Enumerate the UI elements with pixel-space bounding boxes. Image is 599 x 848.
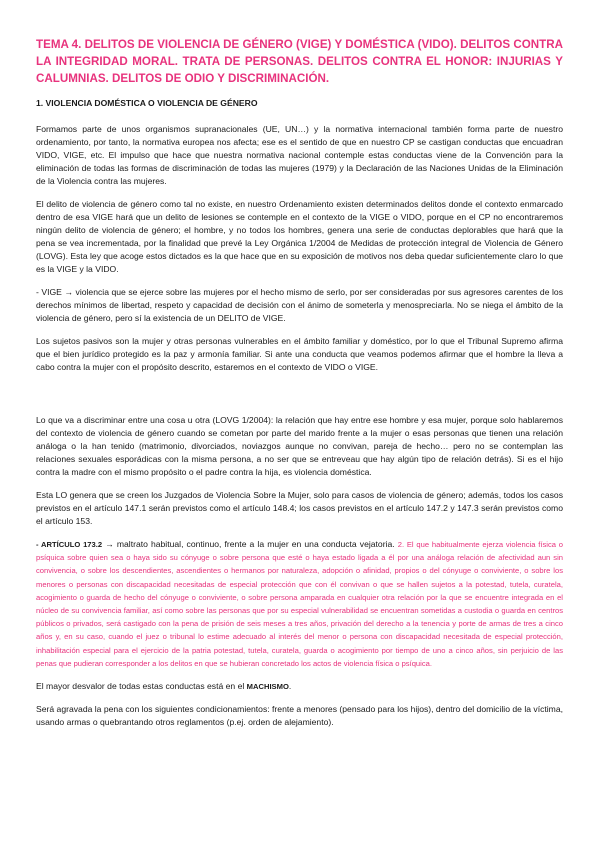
paragraph-juzgados: Esta LO genera que se creen los Juzgados de Violencia Sobre la Mujer, solo para casos de violencia de género; además, todos los casos previstos en el artículo 147.1 serán previstos como el artículo 148.4; los casos previstos en el artículo 147.2 y 147.3 serán previstos como el artículo 153. <box>36 490 563 526</box>
page-title: TEMA 4. DELITOS DE VIOLENCIA DE GÉNERO (VIGE) Y DOMÉSTICA (VIDO). DELITOS CONTRA LA INTEGRIDAD MORAL. TRATA DE PERSONAS. DELITOS CONTRA EL HONOR: INJURIAS Y CALUMNIAS. DELITOS DE ODIO Y DISCRIMINACIÓN. <box>36 38 563 85</box>
machismo-text: El mayor desvalor de todas estas conductas está en el <box>36 681 247 692</box>
section-heading: 1. VIOLENCIA DOMÉSTICA O VIOLENCIA DE GÉNERO <box>36 98 258 108</box>
paragraph-vige-definition-context: El delito de violencia de género como tal no existe, en nuestro Ordenamiento existen determinados delitos donde el contexto enmarcado dentro de esa VIGE hará que un delito de lesiones se contemple en el contexto de la VIGE o VIDO, porque en el CP no encontraremos ningún delito de violencia de género; el hombre, y no todos los hombres, genera una serie de conductas deplorables que hará que la pena se vea incrementada, por la finalidad que prevé la Ley Orgánica 1/2004 de Medidas de protección integral de Violencia de Género (LOVG). Esta ley que acoge estos dictados es la que hace que en su exposición de motivos nos deba quedar suficientemente claro lo que es la VIGE y la VIDO. <box>36 199 563 274</box>
paragraph-aggravation: Será agravada la pena con los siguientes condicionamientos: frente a menores (pensado para los hijos), dentro del domicilio de la víctima, usando armas o quebrantando otros reglamentos (p.ej. orden de alejamiento). <box>36 704 563 728</box>
article-label: - ARTÍCULO 173.2 <box>36 540 103 549</box>
article-legal-text: 2. El que habitualmente ejerza violencia física o psíquica sobre quien sea o haya sido su cónyuge o sobre persona que esté o haya estado ligada a él por una análoga relación de afectividad aun sin convivencia, o sobre los descendientes, ascendientes o hermanos por naturaleza, adopción o afinidad, propios o del cónyuge o conviviente, o sobre los menores o personas con discapacidad necesitadas de especial protección que con él convivan o que se hallen sujetos a la potestad, tutela, curatela, acogimiento o guarda de hecho del cónyuge o conviviente, o sobre persona amparada en cualquier otra relación por la que se encuentre integrada en el núcleo de su convivencia familiar, así como sobre las personas que por su especial vulnerabilidad se encuentran sometidas a custodia o guarda en centros públicos o privados, será castigado con la pena de prisión de seis meses a tres años, privación del derecho a la tenencia y porte de armas de tres a cinco años y, en su caso, cuando el juez o tribunal lo estime adecuado al interés del menor o persona con discapacidad necesitada de especial protección, inhabilitación especial para el ejercicio de la patria potestad, tutela, curatela, guarda o acogimiento por tiempo de uno a cinco años, sin perjuicio de las penas que pudieran corresponder a los delitos en que se hubieran concretado los actos de violencia física o psíquica. <box>36 540 563 668</box>
machismo-end: . <box>288 681 292 692</box>
paragraph-machismo <box>36 680 563 693</box>
paragraph-discrimination-criteria: Lo que va a discriminar entre una cosa u otra (LOVG 1/2004): la relación que hay entre ese hombre y esa mujer, porque solo hablaremos del contexto de violencia de género cuando se cometan por parte del marido frente a la mujer o esas personas que tienen una relación análoga o la han tenido (matrimonio, divorciados, noviazgos aunque no convivan, pareja de hecho… pero no se contemplan las relaciones sexuales esporádicas con la misma persona, a no ser que se entreveau que hay algún tipo de relación detrás). Si es el hijo contra la madre con el mismo propósito o el padre contra la hija, es violencia doméstica. <box>36 415 563 477</box>
paragraph-article-173-2 <box>36 538 563 670</box>
machismo-keyword: MACHISMO <box>246 682 289 692</box>
paragraph-international-norms: Formamos parte de unos organismos supranacionales (UE, UN…) y la normativa internacional también forma parte de nuestro ordenamiento, por tanto, la normativa europea nos afecta; ese es el sentido de que en nuestro CP se castigan conductas que encuadran VIDO, VIGE, etc. El impulso que hace que nuestra normativa nacional contemple estas conductas viene de la Convención para la eliminación de todas las formas de discriminación de todas las mujeres (1979) y la Declaración de las Naciones Unidas de la Eliminación de la Violencia contra las mujeres. <box>36 124 563 186</box>
article-summary: → maltrato habitual, continuo, frente a la mujer en una conducta vejatoria. <box>102 539 398 549</box>
spacer <box>36 384 563 414</box>
paragraph-vige-definition: - VIGE → violencia que se ejerce sobre las mujeres por el hecho mismo de serlo, por ser consideradas por sus agresores carentes de los derechos mínimos de libertad, respeto y capacidad de decisión con el ánimo de someterla y menospreciarla. No se niega el ámbito de la violencia de género, pero sí la existencia de un DELITO de VIGE. <box>36 287 563 323</box>
paragraph-passive-subjects: Los sujetos pasivos son la mujer y otras personas vulnerables en el ámbito familiar y doméstico, por lo que el Tribunal Supremo afirma que el bien jurídico protegido es la paz y armonía familiar. Si ante una conducta que veamos podemos afirmar que el hombre la lleva a cabo contra la mujer con el propósito descrito, estaremos en el contexto de VIDO o VIGE. <box>36 336 563 372</box>
